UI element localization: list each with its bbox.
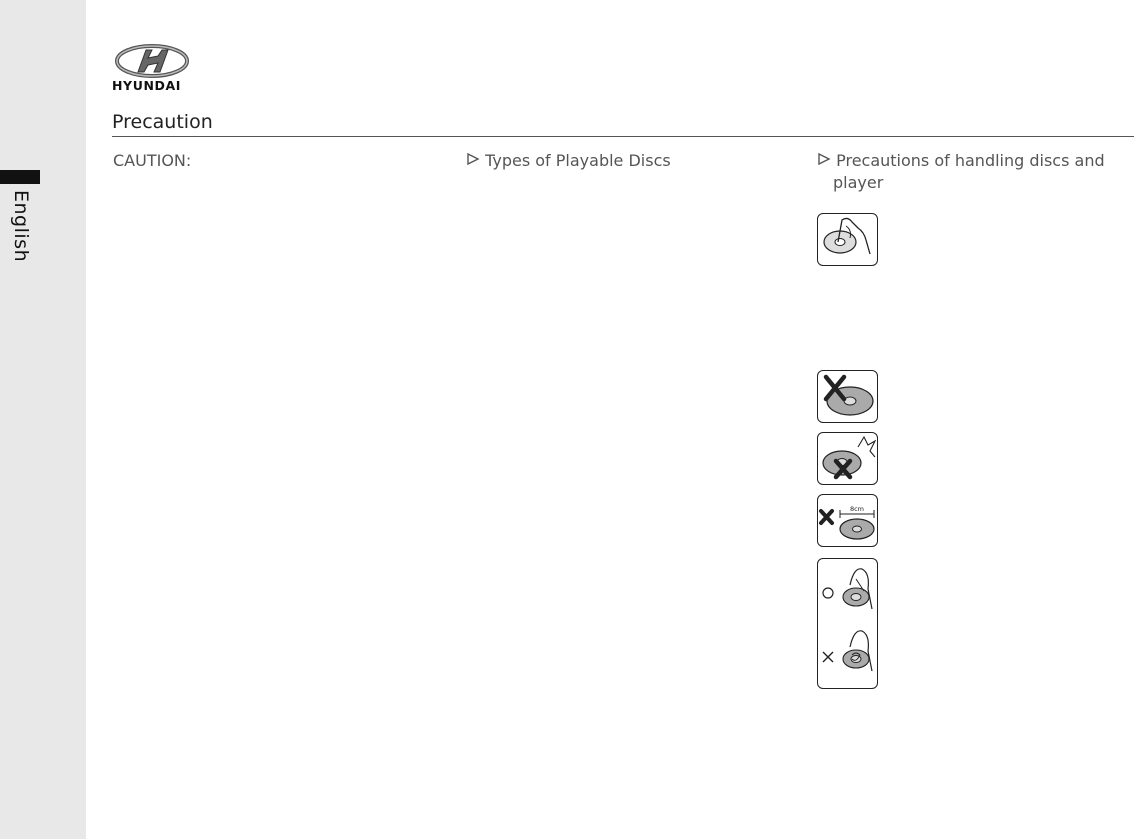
wipe-disc-icon (817, 558, 878, 689)
triangle-bullet-icon (817, 152, 831, 166)
triangle-bullet-icon (466, 152, 480, 166)
disc-size-label: 8cm (849, 505, 865, 513)
hyundai-logo (112, 44, 192, 92)
side-strip (0, 0, 86, 839)
brand-wordmark: HYUNDAI (112, 78, 182, 93)
handling-heading-line1: Precautions of handling discs and (836, 151, 1105, 170)
no-scratch-disc-icon (817, 370, 878, 423)
no-small-disc-icon (817, 494, 878, 547)
playable-discs-heading (466, 150, 671, 172)
hold-disc-icon (817, 213, 878, 266)
caution-heading: CAUTION: (113, 151, 192, 170)
playable-discs-heading-text: Types of Playable Discs (485, 151, 671, 170)
handling-heading (817, 150, 1117, 194)
language-tab-marker (0, 170, 40, 184)
title-divider (112, 136, 1134, 137)
handling-heading-line2: player (833, 173, 884, 192)
language-tab-label: English (10, 190, 32, 263)
no-sticker-disc-icon (817, 432, 878, 485)
page-title: Precaution (112, 111, 213, 133)
hyundai-emblem-icon (112, 44, 192, 78)
